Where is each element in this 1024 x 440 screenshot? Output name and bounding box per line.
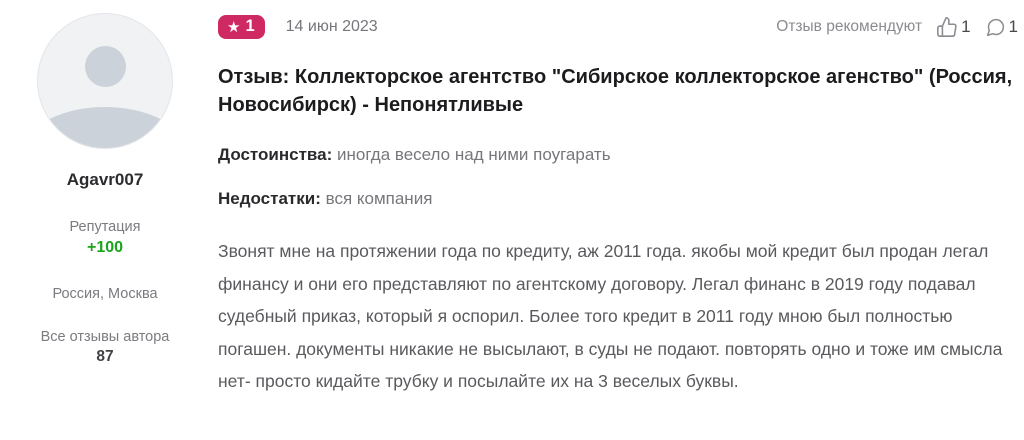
author-location: Россия, Москва [52, 286, 158, 302]
author-avatar[interactable] [37, 13, 173, 149]
comments-button[interactable] [985, 17, 1018, 38]
star-icon: ★ [227, 18, 241, 36]
like-button[interactable] [936, 16, 970, 38]
recommend-label: Отзыв рекомендуют [776, 18, 923, 35]
thumbs-up-icon [936, 16, 958, 38]
review-title: Отзыв: Коллекторское агентство "Сибирское коллекторское агенство" (Россия, Новосибирск) - Непонятливые [218, 66, 1013, 116]
author-reviews-count[interactable]: 87 [96, 348, 114, 365]
pros-line [218, 144, 1018, 166]
cons-value: вся компания [325, 189, 433, 209]
review-header-right [776, 16, 1018, 38]
reputation-label: Репутация [69, 219, 141, 235]
pros-value: иногда весело над ними поугарать [337, 145, 611, 164]
author-sidebar [0, 0, 210, 440]
likes-count: 1 [961, 17, 971, 36]
avatar-person-icon [85, 46, 126, 87]
review-header-left [218, 15, 378, 39]
reputation-value[interactable]: +100 [86, 239, 124, 256]
comment-bubble-icon [985, 17, 1006, 38]
cons-label: Недостатки: [218, 189, 321, 209]
rating-badge [218, 15, 265, 39]
pros-label: Достоинства: [218, 145, 333, 164]
cons-line [218, 188, 1018, 210]
author-username[interactable]: Agavr007 [66, 170, 144, 189]
review-header [218, 12, 1018, 42]
rating-value: 1 [245, 17, 255, 36]
all-author-reviews-link[interactable]: Все отзывы автора [40, 329, 170, 345]
avatar-person-icon-body [37, 107, 173, 149]
review-content [210, 0, 1024, 440]
review-body-text: Звонят мне на протяжении года по кредиту, аж 2011 года. якобы мой кредит был продан легал финансу и они его представляют по агентскому договору. Легал финанс в 2019 году подавал судебный приказ, который я оспорил. Более того кредит в 2011 году мною был полностью погашен. документы никакие не высылают, в суды не подают. повторять одно и тоже им смысла нет- просто кидайте трубку и посылайте их на 3 веселых буквы. [218, 241, 1003, 392]
review-date: 14 июн 2023 [285, 18, 378, 35]
comments-count: 1 [1008, 17, 1018, 36]
